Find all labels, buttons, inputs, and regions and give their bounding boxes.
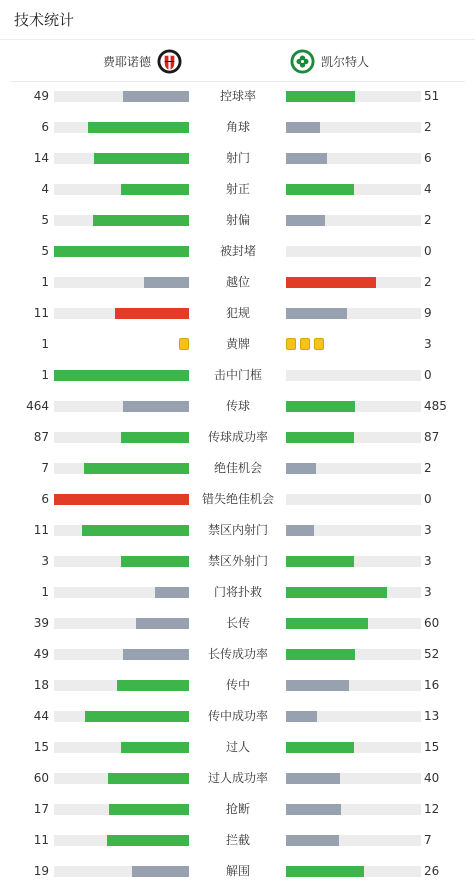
away-bar bbox=[286, 804, 341, 815]
stat-label: 射正 bbox=[225, 182, 250, 196]
stat-label: 过人成功率 bbox=[207, 771, 268, 785]
home-bar-track bbox=[54, 370, 189, 381]
home-value: 5 bbox=[41, 213, 49, 227]
celtic-crest-icon bbox=[290, 49, 315, 74]
away-bar bbox=[286, 742, 354, 753]
away-bar-track bbox=[286, 773, 421, 784]
yellow-card-icon bbox=[179, 338, 189, 350]
stat-row bbox=[0, 608, 475, 639]
away-bar bbox=[286, 432, 354, 443]
stat-row bbox=[0, 360, 475, 391]
stat-row bbox=[0, 639, 475, 670]
stat-label: 犯规 bbox=[225, 306, 250, 320]
home-value: 3 bbox=[41, 554, 49, 568]
home-bar-track bbox=[54, 835, 189, 846]
stat-row bbox=[0, 236, 475, 267]
away-value: 2 bbox=[424, 461, 432, 475]
away-bar bbox=[286, 773, 340, 784]
home-bar bbox=[121, 432, 189, 443]
away-bar-track bbox=[286, 91, 421, 102]
stat-label: 被封堵 bbox=[219, 244, 256, 258]
away-value: 4 bbox=[424, 182, 432, 196]
stat-label: 越位 bbox=[225, 275, 250, 289]
home-bar-track bbox=[54, 215, 189, 226]
home-bar-track bbox=[54, 649, 189, 660]
home-value: 6 bbox=[41, 492, 49, 506]
away-bar-track bbox=[286, 649, 421, 660]
stat-row bbox=[0, 81, 475, 112]
home-bar-track bbox=[54, 587, 189, 598]
away-value: 7 bbox=[424, 833, 432, 847]
home-bar-track bbox=[54, 153, 189, 164]
away-value: 9 bbox=[424, 306, 432, 320]
stat-row bbox=[0, 732, 475, 763]
away-value: 51 bbox=[424, 89, 440, 103]
home-bar bbox=[88, 122, 189, 133]
away-bar bbox=[286, 587, 387, 598]
home-bar bbox=[84, 463, 189, 474]
away-value: 2 bbox=[424, 213, 432, 227]
home-bar-track bbox=[54, 556, 189, 567]
stat-row bbox=[0, 329, 475, 360]
away-team-name: 凯尔特人 bbox=[321, 54, 370, 69]
away-bar-track bbox=[286, 525, 421, 536]
home-bar bbox=[121, 556, 189, 567]
yellow-card-icon bbox=[300, 338, 310, 350]
away-bar bbox=[286, 308, 347, 319]
stat-row bbox=[0, 763, 475, 794]
home-bar bbox=[108, 773, 189, 784]
away-bar bbox=[286, 277, 376, 288]
stat-label: 传球 bbox=[225, 399, 250, 413]
stat-row bbox=[0, 422, 475, 453]
stat-row bbox=[0, 577, 475, 608]
home-bar-track bbox=[54, 91, 189, 102]
teams-bar bbox=[10, 40, 465, 82]
stats-list bbox=[0, 81, 475, 887]
away-value: 60 bbox=[424, 616, 440, 630]
home-bar-track bbox=[54, 618, 189, 629]
away-value: 3 bbox=[424, 337, 432, 351]
stat-row bbox=[0, 143, 475, 174]
home-bar-track bbox=[54, 804, 189, 815]
away-value: 0 bbox=[424, 492, 432, 506]
away-value: 0 bbox=[424, 244, 432, 258]
home-bar bbox=[82, 525, 189, 536]
stat-label: 抢断 bbox=[225, 802, 250, 816]
stat-row bbox=[0, 174, 475, 205]
stat-label: 门将扑救 bbox=[213, 585, 262, 599]
home-bar-track bbox=[54, 184, 189, 195]
stat-row bbox=[0, 267, 475, 298]
home-value: 1 bbox=[41, 337, 49, 351]
home-bar-track bbox=[54, 680, 189, 691]
away-bar bbox=[286, 711, 317, 722]
home-value: 19 bbox=[33, 864, 49, 878]
home-value: 49 bbox=[33, 647, 49, 661]
away-bar-track bbox=[286, 494, 421, 505]
away-bar-track bbox=[286, 401, 421, 412]
away-bar-track bbox=[286, 184, 421, 195]
away-bar bbox=[286, 866, 364, 877]
home-value: 7 bbox=[41, 461, 49, 475]
home-bar-track bbox=[54, 742, 189, 753]
home-bar bbox=[132, 866, 189, 877]
stat-row bbox=[0, 856, 475, 887]
home-bar-track bbox=[54, 277, 189, 288]
away-bar bbox=[286, 649, 355, 660]
away-bar-track bbox=[286, 680, 421, 691]
home-bar bbox=[109, 804, 189, 815]
away-bar bbox=[286, 618, 368, 629]
away-bar bbox=[286, 153, 327, 164]
stat-label: 禁区内射门 bbox=[207, 523, 268, 537]
away-bar bbox=[286, 525, 314, 536]
stat-label: 传球成功率 bbox=[207, 430, 268, 444]
away-bar bbox=[286, 835, 339, 846]
away-value: 87 bbox=[424, 430, 440, 444]
away-value: 52 bbox=[424, 647, 440, 661]
away-value: 15 bbox=[424, 740, 440, 754]
stat-row bbox=[0, 515, 475, 546]
away-bar bbox=[286, 91, 355, 102]
away-value: 12 bbox=[424, 802, 440, 816]
away-bar-track bbox=[286, 277, 421, 288]
home-bar bbox=[93, 215, 189, 226]
stat-label: 击中门框 bbox=[213, 368, 262, 382]
away-bar-track bbox=[286, 804, 421, 815]
away-bar bbox=[286, 122, 320, 133]
away-team[interactable] bbox=[290, 48, 369, 74]
away-bar-track bbox=[286, 835, 421, 846]
away-bar-track bbox=[286, 215, 421, 226]
home-value: 464 bbox=[26, 399, 49, 413]
away-bar bbox=[286, 184, 354, 195]
home-team-name: 费耶诺德 bbox=[102, 54, 151, 69]
section-title: 技术统计 bbox=[14, 11, 75, 29]
stat-label: 角球 bbox=[225, 120, 250, 134]
yellow-card-icon bbox=[286, 338, 296, 350]
home-bar-track bbox=[54, 773, 189, 784]
home-value: 11 bbox=[33, 833, 49, 847]
home-value: 4 bbox=[41, 182, 49, 196]
home-cards bbox=[179, 338, 189, 351]
stat-label: 长传成功率 bbox=[207, 647, 268, 661]
home-bar bbox=[136, 618, 189, 629]
away-value: 26 bbox=[424, 864, 440, 878]
home-bar-track bbox=[54, 494, 189, 505]
home-value: 87 bbox=[33, 430, 49, 444]
away-value: 16 bbox=[424, 678, 440, 692]
stat-row bbox=[0, 298, 475, 329]
home-value: 49 bbox=[33, 89, 49, 103]
home-bar bbox=[107, 835, 189, 846]
home-bar bbox=[85, 711, 189, 722]
away-value: 485 bbox=[424, 399, 447, 413]
home-bar-track bbox=[54, 525, 189, 536]
home-bar bbox=[54, 246, 189, 257]
home-bar bbox=[121, 184, 189, 195]
home-value: 39 bbox=[33, 616, 49, 630]
away-bar-track bbox=[286, 618, 421, 629]
home-bar bbox=[123, 91, 189, 102]
away-bar-track bbox=[286, 370, 421, 381]
stat-label: 拦截 bbox=[225, 833, 250, 847]
home-bar-track bbox=[54, 122, 189, 133]
home-bar-track bbox=[54, 463, 189, 474]
stat-label: 禁区外射门 bbox=[207, 554, 268, 568]
away-bar-track bbox=[286, 742, 421, 753]
stat-label: 过人 bbox=[225, 740, 250, 754]
away-value: 3 bbox=[424, 554, 432, 568]
home-value: 1 bbox=[41, 368, 49, 382]
away-value: 40 bbox=[424, 771, 440, 785]
away-bar bbox=[286, 463, 316, 474]
stat-label: 控球率 bbox=[219, 89, 256, 103]
home-value: 15 bbox=[33, 740, 49, 754]
home-value: 18 bbox=[33, 678, 49, 692]
away-bar-track bbox=[286, 711, 421, 722]
home-bar-track bbox=[54, 432, 189, 443]
home-bar bbox=[117, 680, 189, 691]
home-bar bbox=[94, 153, 189, 164]
home-team[interactable] bbox=[103, 48, 182, 74]
home-bar-track bbox=[54, 866, 189, 877]
stat-row bbox=[0, 670, 475, 701]
home-value: 1 bbox=[41, 275, 49, 289]
stat-label: 传中 bbox=[225, 678, 250, 692]
home-value: 17 bbox=[33, 802, 49, 816]
yellow-card-icon bbox=[314, 338, 324, 350]
stat-row bbox=[0, 701, 475, 732]
stat-label: 传中成功率 bbox=[207, 709, 268, 723]
away-value: 3 bbox=[424, 585, 432, 599]
home-bar bbox=[123, 649, 189, 660]
home-bar bbox=[121, 742, 189, 753]
stat-label: 长传 bbox=[225, 616, 250, 630]
home-value: 11 bbox=[33, 523, 49, 537]
away-value: 2 bbox=[424, 120, 432, 134]
stat-row bbox=[0, 825, 475, 856]
stat-label: 射偏 bbox=[225, 213, 250, 227]
away-bar bbox=[286, 401, 355, 412]
away-value: 6 bbox=[424, 151, 432, 165]
away-bar-track bbox=[286, 463, 421, 474]
home-value: 6 bbox=[41, 120, 49, 134]
home-value: 1 bbox=[41, 585, 49, 599]
home-bar-track bbox=[54, 401, 189, 412]
home-bar bbox=[54, 494, 189, 505]
home-value: 11 bbox=[33, 306, 49, 320]
stat-row bbox=[0, 546, 475, 577]
away-value: 2 bbox=[424, 275, 432, 289]
stat-row bbox=[0, 794, 475, 825]
away-bar bbox=[286, 556, 354, 567]
home-bar bbox=[155, 587, 189, 598]
stat-row bbox=[0, 484, 475, 515]
home-bar-track bbox=[54, 711, 189, 722]
stat-row bbox=[0, 205, 475, 236]
stat-label: 错失绝佳机会 bbox=[201, 492, 274, 506]
away-bar-track bbox=[286, 556, 421, 567]
away-bar-track bbox=[286, 587, 421, 598]
home-value: 60 bbox=[33, 771, 49, 785]
home-value: 5 bbox=[41, 244, 49, 258]
away-bar-track bbox=[286, 308, 421, 319]
stat-label: 射门 bbox=[225, 151, 250, 165]
home-value: 14 bbox=[33, 151, 49, 165]
away-bar-track bbox=[286, 866, 421, 877]
away-value: 3 bbox=[424, 523, 432, 537]
home-bar bbox=[54, 370, 189, 381]
stat-row bbox=[0, 391, 475, 422]
home-bar-track bbox=[54, 246, 189, 257]
home-value: 44 bbox=[33, 709, 49, 723]
away-bar-track bbox=[286, 246, 421, 257]
away-bar-track bbox=[286, 432, 421, 443]
away-bar-track bbox=[286, 122, 421, 133]
stat-row bbox=[0, 112, 475, 143]
home-bar-track bbox=[54, 308, 189, 319]
section-header bbox=[0, 0, 475, 40]
away-bar bbox=[286, 215, 325, 226]
away-cards bbox=[286, 338, 324, 351]
stat-label: 解围 bbox=[225, 864, 250, 878]
away-value: 0 bbox=[424, 368, 432, 382]
feyenoord-crest-icon bbox=[157, 49, 182, 74]
away-value: 13 bbox=[424, 709, 440, 723]
away-bar bbox=[286, 680, 349, 691]
stat-label: 绝佳机会 bbox=[213, 461, 262, 475]
home-bar bbox=[123, 401, 189, 412]
stat-row bbox=[0, 453, 475, 484]
away-bar-track bbox=[286, 153, 421, 164]
home-bar bbox=[115, 308, 189, 319]
home-bar bbox=[144, 277, 189, 288]
stat-label: 黄牌 bbox=[225, 337, 250, 351]
